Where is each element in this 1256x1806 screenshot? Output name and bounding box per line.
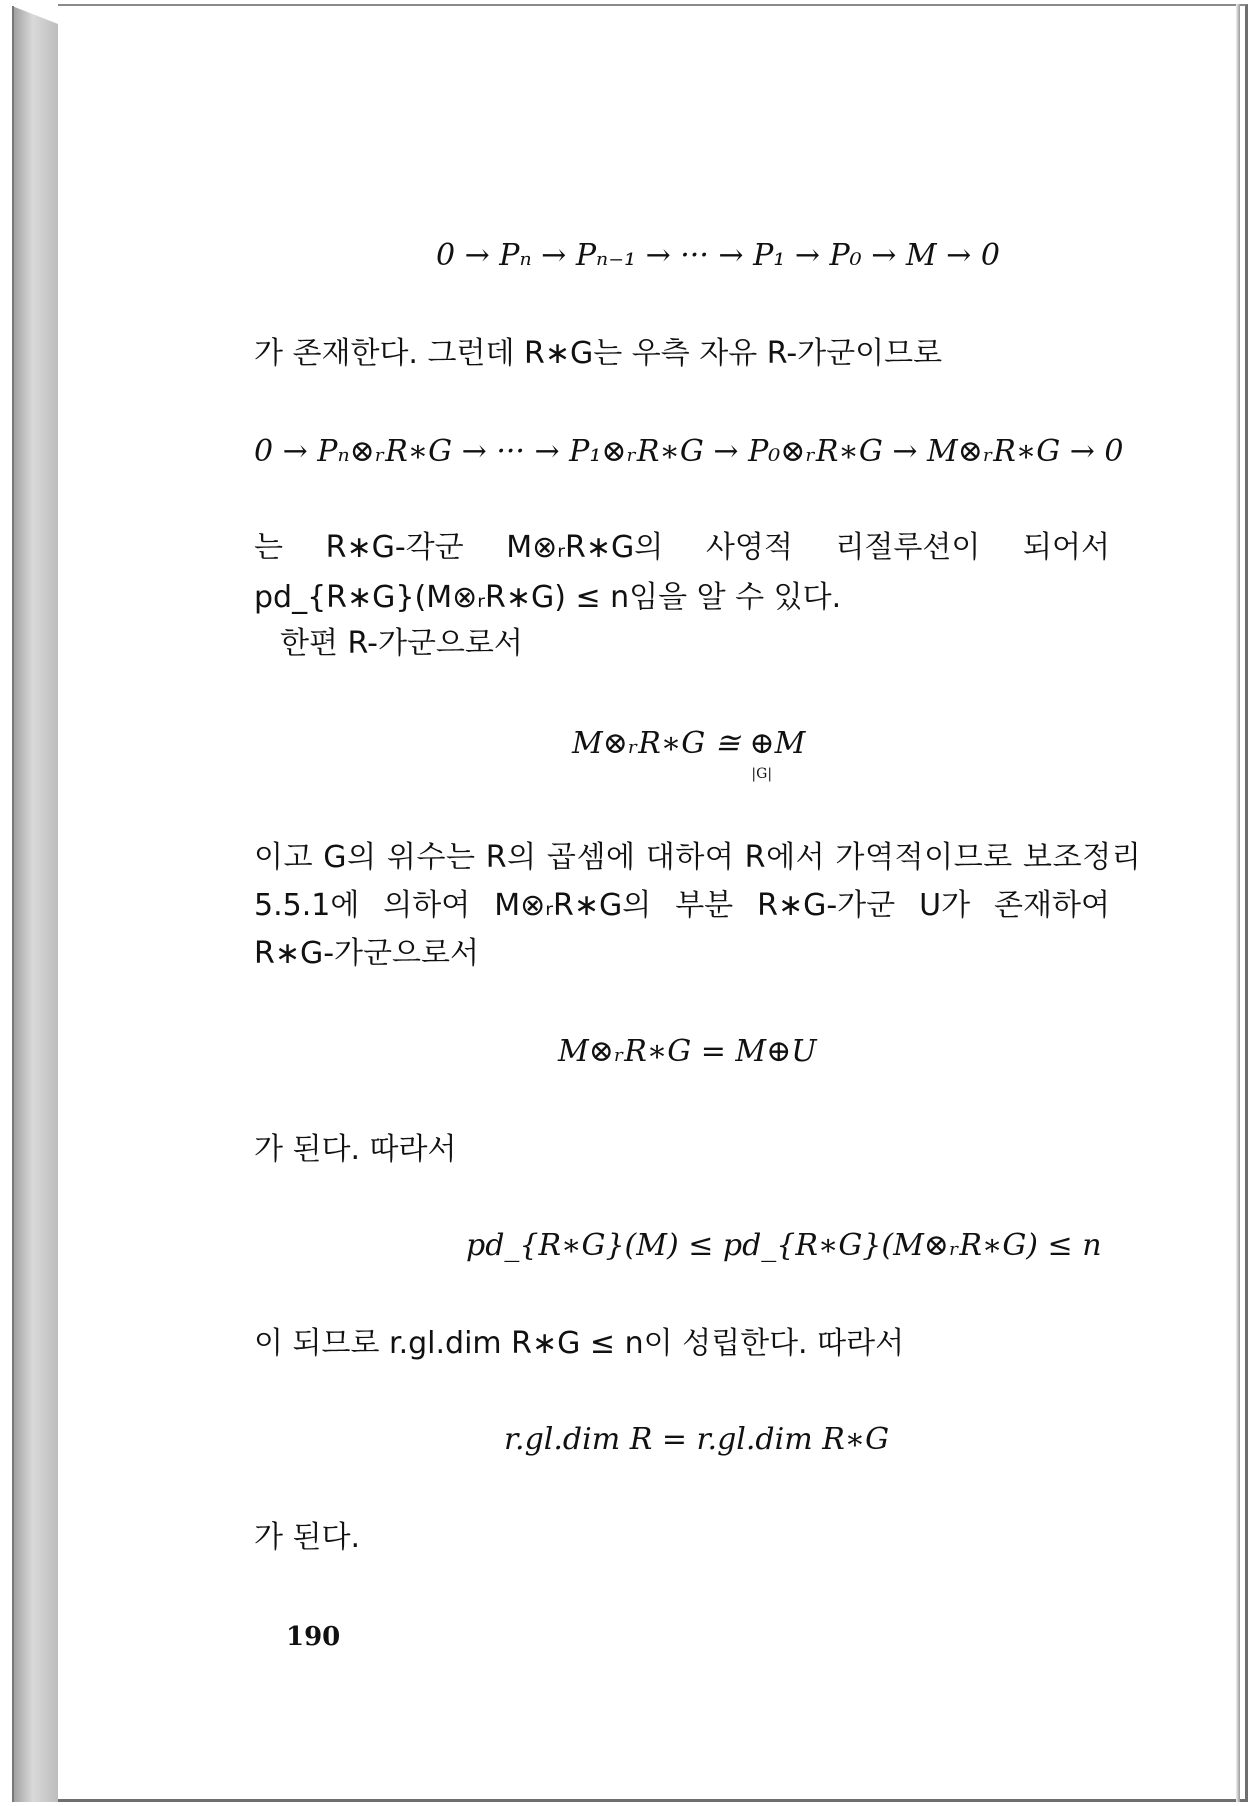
paragraph-resolution-line1 [254, 528, 1110, 568]
word: 존재하여 [994, 888, 1110, 923]
book-spine [12, 6, 58, 1802]
word: R∗G-각군 [325, 530, 464, 565]
direct-sum-index: |G| [751, 766, 773, 782]
equation-tensor-resolution: 0 → Pₙ⊗ᵣR∗G → ··· → P₁⊗ᵣR∗G → P₀⊗ᵣR∗G → M⊗ᵣR∗G → 0 [254, 434, 1124, 469]
direct-sum-symbol [749, 724, 775, 782]
paragraph-resolution-line2: pd_{R∗G}(M⊗ᵣR∗G) ≤ n임을 알 수 있다. [254, 580, 842, 615]
word: 5.5.1에 [254, 888, 360, 923]
equation-projective-dimension: pd_{R∗G}(M) ≤ pd_{R∗G}(M⊗ᵣR∗G) ≤ n [466, 1228, 1102, 1263]
paragraph-meanwhile: 한편 R-가군으로서 [280, 626, 523, 661]
word: 부분 [675, 888, 734, 923]
equation-global-dimension-equality: r.gl.dim R = r.gl.dim R∗G [504, 1422, 890, 1457]
word: 사영적 [705, 530, 793, 565]
paragraph-global-dimension: 이 되므로 r.gl.dim R∗G ≤ n이 성립한다. 따라서 [254, 1326, 905, 1361]
paragraph-lemma-line2 [254, 886, 1110, 926]
paragraph-therefore-1: 가 된다. 따라서 [254, 1132, 457, 1167]
equation-direct-sum [572, 724, 806, 782]
equation-direct-sum-right: M [774, 726, 806, 761]
word: 는 [254, 530, 283, 565]
equation-direct-sum-left: M⊗ᵣR∗G ≅ [572, 726, 750, 761]
word: 리절루션이 [835, 530, 981, 565]
word: M⊗ᵣR∗G의 [494, 888, 652, 923]
paragraph-lemma-line1: 이고 G의 위수는 R의 곱셈에 대하여 R에서 가역적이므로 보조정리 [254, 840, 1142, 875]
equation-module-decomposition: M⊗ᵣR∗G = M⊕U [558, 1034, 817, 1069]
word: 되어서 [1022, 530, 1110, 565]
book-spine-edge [12, 6, 14, 1802]
page-number: 190 [286, 1622, 341, 1652]
paragraph-lemma-line3: R∗G-가군으로서 [254, 936, 479, 971]
word: R∗G-가군 [757, 888, 896, 923]
paragraph-free-module: 가 존재한다. 그런데 R∗G는 우측 자유 R-가군이므로 [254, 336, 943, 371]
equation-projective-resolution: 0 → Pₙ → Pₙ₋₁ → ··· → P₁ → P₀ → M → 0 [436, 238, 1000, 273]
word: 의하여 [383, 888, 471, 923]
word: U가 [919, 888, 971, 923]
page-right-edge [1236, 4, 1240, 1802]
paragraph-conclusion: 가 된다. [254, 1520, 361, 1555]
word: M⊗ᵣR∗G의 [506, 530, 664, 565]
direct-sum-sign: ⊕ [749, 726, 775, 761]
